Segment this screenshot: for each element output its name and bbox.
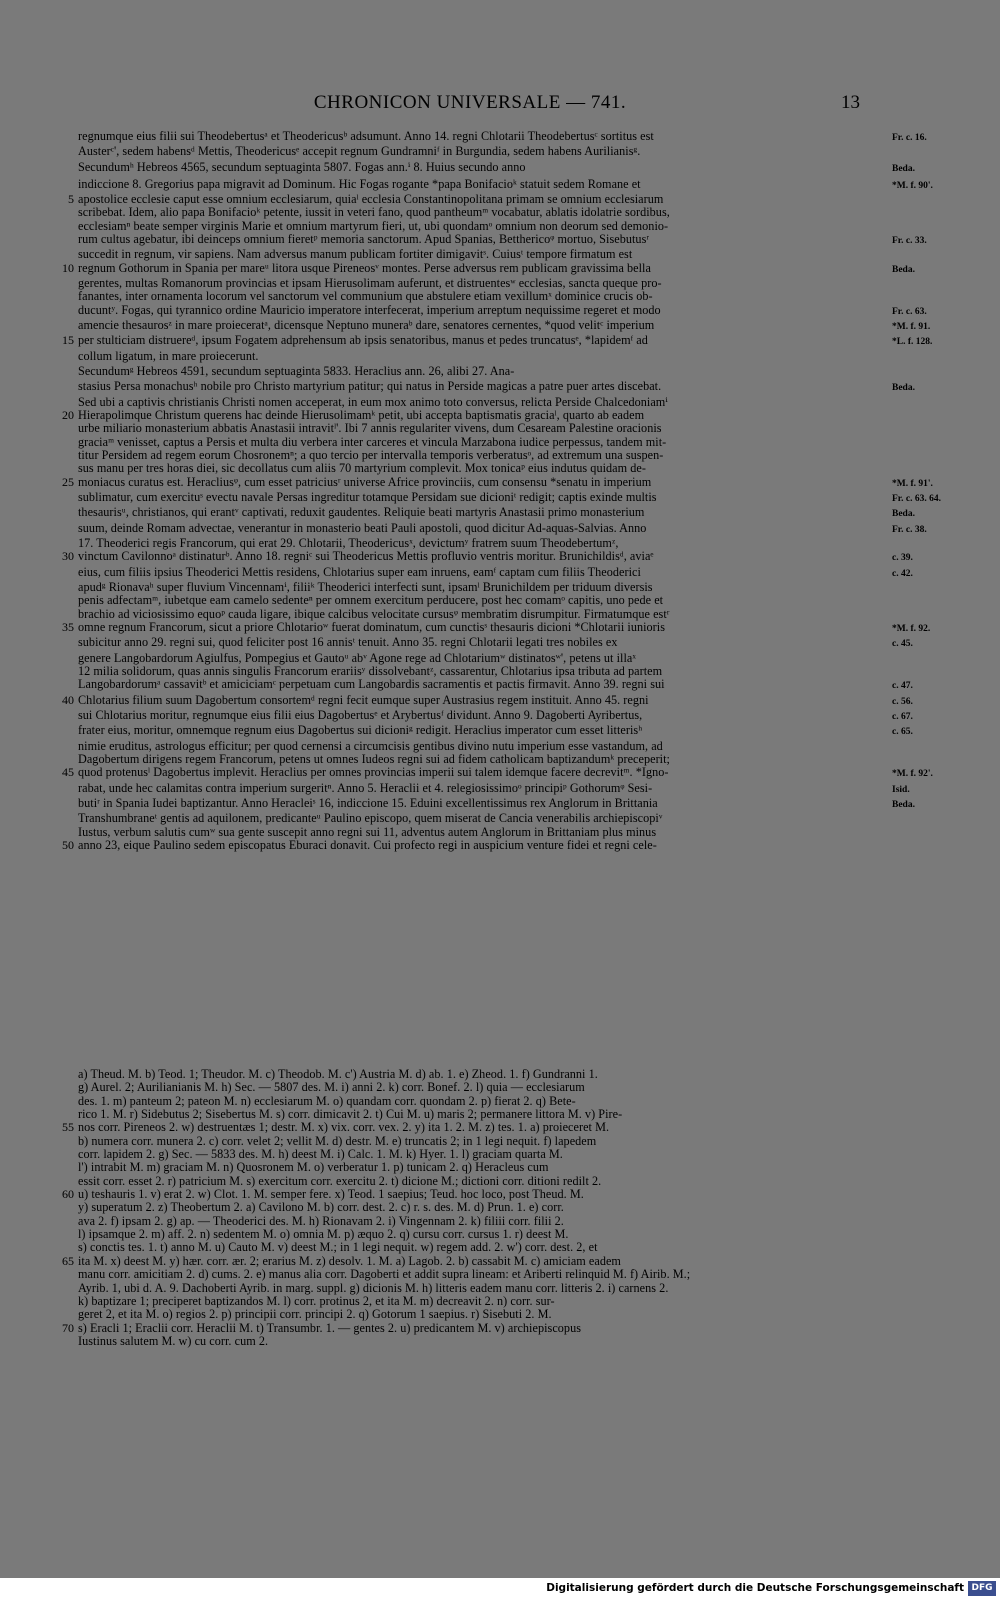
line-text: anno 23, eique Paulino sedem episcopatus Eburaci donavit. Cui profecto regi in auspicium venture fidei et regni cele- <box>78 839 657 853</box>
apparatus-line <box>20 1175 980 1188</box>
line-text: genere Langobardorum Agiulfus, Pompegius et Gautoᵘ abᵛ Agone rege ad Chlotariumʷ distinatosʷ', petens ut illaˣ <box>78 651 636 665</box>
text-line <box>20 206 980 219</box>
apparatus-line <box>20 1121 980 1134</box>
apparatus-line <box>20 1255 980 1268</box>
text-line <box>20 678 980 693</box>
text-line <box>20 636 980 651</box>
line-text: butiʳ in Spania Iudei baptizantur. Anno Heracleiˢ 16, indiccione 15. Eduini excellentissimus rex Anglorum in Brittania <box>78 797 658 811</box>
line-text: Chlotarius filium suum Dagobertum consortemᵈ regni fecit eumque super Austrasius regem instituit. Anno 45. regni <box>78 693 649 707</box>
line-text: Iustinus salutem M. w) cu corr. cum 2. <box>78 1334 269 1348</box>
line-text: rico 1. M. r) Sidebutus 2; Sisebertus M. s) corr. dimicavit 2. t) Cui M. u) maris 2; permanere littora M. v) Pire- <box>78 1108 623 1122</box>
text-line <box>20 550 980 565</box>
apparatus-line <box>20 1241 980 1254</box>
text-line <box>20 319 980 334</box>
line-text: ita M. x) deest M. y) hær. corr. ær. 2; erarius M. z) desolv. 1. M. a) Lagob. 2. b) cassabit M. c) amiciam eadem <box>78 1254 621 1268</box>
line-number: 35 <box>62 620 74 634</box>
line-text: sublimatur, cum exercituˢ evectu navale Persas ingreditur totamque Persidam sue dicioniᵗ redigit; captis exinde multis <box>78 490 657 504</box>
margin-note: c. 56. <box>892 696 913 707</box>
apparatus-line <box>20 1068 980 1081</box>
margin-note: c. 42. <box>892 568 913 579</box>
line-text: g) Aurel. 2; Aurilianianis M. h) Sec. — 5807 des. M. i) anni 2. k) corr. Bonef. 2. l) quia — ecclesiarum <box>78 1081 585 1095</box>
text-line <box>20 422 980 435</box>
text-line <box>20 304 980 319</box>
text-line <box>20 766 980 781</box>
margin-note: Beda. <box>892 163 915 174</box>
margin-note: c. 39. <box>892 553 913 564</box>
critical-apparatus <box>20 1068 980 1348</box>
footer-credit: Digitalisierung gefördert durch die Deutsche Forschungsgemeinschaft <box>546 1582 964 1594</box>
text-line <box>20 566 980 581</box>
line-text: frater eius, moritur, omnemque regnum eius Dagobertus sui dicioniᵍ redigit. Heraclius imperator cum esset litterisʰ <box>78 724 643 738</box>
text-line <box>20 581 980 594</box>
text-line <box>20 145 980 158</box>
apparatus-line <box>20 1308 980 1321</box>
line-text: corr. lapidem 2. g) Sec. — 5833 des. M. h) deest M. i) Calc. 1. M. k) Hyer. 1. l) graciam quarta M. <box>78 1148 563 1162</box>
apparatus-line <box>20 1148 980 1161</box>
line-text: regnum Gothorum in Spania per mareᵘ litora usque Pireneosᵛ montes. Perse adversus rem publicam gravissima bella <box>78 261 651 275</box>
line-text: Sed ubi a captivis christianis Christi nomen acceperat, in eum mox animo toto conversus, relicta Perside Chalcedoniamⁱ <box>78 395 668 409</box>
line-number: 60 <box>62 1187 74 1202</box>
line-text: apostolice ecclesie caput esse omnium ecclesiarum, quiaˡ ecclesia Constantinopolitana primam se omnium ecclesiarum <box>78 193 664 207</box>
line-text: geret 2, et ita M. o) regios 2. p) principii corr. principi 2. q) Gotorum 1 saepius. r) Sisebuti 2. M. <box>78 1308 552 1322</box>
line-text: titur Persidem ad regem eorum Chosronemⁿ; a quo tercio per intervalla temporis verberatusᵒ, ad extremum una suspen- <box>78 448 664 462</box>
line-number: 10 <box>62 260 74 275</box>
line-text: Hierapolimque Christum querens hac deinde Hierusolimamᵏ petit, ubi accepta baptismatis graciaˡ, quarto ab eadem <box>78 408 645 422</box>
margin-note: Beda. <box>892 264 915 275</box>
line-text: l) ipsamque 2. m) aff. 2. n) sedentem M. o) omnia M. p) æquo 2. q) cursu corr. cursus 1. r) deest M. <box>78 1228 569 1242</box>
text-line <box>20 724 980 739</box>
line-text: 17. Theoderici regis Francorum, qui erat 29. Chlotarii, Theodericusˣ, devictumʸ fratrem suum Theodebertumᶻ, <box>78 536 619 550</box>
line-text: ecclesiamⁿ beate semper virginis Marie et omnium martyrum fieri, ut, ubi quondamᵒ omnium non deorum sed demonio- <box>78 219 669 233</box>
text-line <box>20 826 980 839</box>
text-line <box>20 380 980 395</box>
line-text: penis adfectamᵐ, iubetque eam camelo sedenteⁿ per omnem exercitum perducere, post hec comamᵒ capitis, uno pede et <box>78 594 664 608</box>
text-line <box>20 652 980 665</box>
line-text: urbe miliario monasterium abbatis Anastasii intravitˡ'. Ibi 7 annis regulariter vivens, dum Cesaream Palestine oracionis <box>78 422 662 436</box>
text-line <box>20 248 980 261</box>
text-line <box>20 476 980 491</box>
line-number: 50 <box>62 838 74 853</box>
apparatus-line <box>20 1215 980 1228</box>
line-text: moniacus curatus est. Heracliusᵠ, cum esset patriciusʳ universe Africe provinciis, cum consensu *senatu in imperium <box>78 475 652 489</box>
margin-note: Fr. c. 16. <box>892 133 927 143</box>
apparatus-line <box>20 1108 980 1121</box>
line-number: 65 <box>62 1253 74 1268</box>
margin-note: c. 47. <box>892 681 913 692</box>
text-line <box>20 130 980 145</box>
line-text: manu corr. amicitiam 2. d) cums. 2. e) manus alia corr. Dagoberti et addit supra lineam: et Ariberti relinquid M. f) Airib. M.; <box>78 1268 691 1282</box>
text-line <box>20 262 980 277</box>
line-number: 25 <box>62 474 74 489</box>
text-line <box>20 277 980 290</box>
text-line <box>20 753 980 766</box>
margin-note: Fr. c. 63. <box>892 306 927 317</box>
line-text: subicitur anno 29. regni sui, quod feliciter post 16 annisᵗ tenuit. Anno 35. regni Chlotarii legati tres nobiles ex <box>78 636 618 650</box>
apparatus-line <box>20 1322 980 1335</box>
text-line <box>20 462 980 475</box>
text-line <box>20 594 980 607</box>
line-number: 55 <box>62 1120 74 1135</box>
text-line <box>20 159 980 178</box>
text-line <box>20 334 980 349</box>
text-line <box>20 193 980 206</box>
text-line <box>20 491 980 506</box>
line-number: 70 <box>62 1320 74 1335</box>
line-text: Ayrib. 1, ubi d. A. 9. Dachoberti Ayrib. in marg. suppl. g) dicionis M. h) litteris eadem manu corr. litteris 2. i) carnens 2. <box>78 1281 669 1295</box>
dfg-logo: DFG <box>968 1581 996 1596</box>
line-text: u) teshauris 1. v) erat 2. w) Clot. 1. M. semper fere. x) Teod. 1 saepius; Teud. hoc loco, post Theud. M. <box>78 1188 584 1202</box>
line-text: Transhumbraneᵗ gentis ad aquilonem, predicanteᵘ Paulino episcopo, quem miserat de Cancia venerabilis archiepiscopiᵛ <box>78 812 663 826</box>
line-text: amencie thesaurosᶻ in mare proieceratᵃ, dicensque Neptuno muneraᵇ dare, senatores cernentes, *quod velitᶜ imperium <box>78 319 655 333</box>
apparatus-line <box>20 1282 980 1295</box>
line-text: essit corr. esset 2. r) patricium M. s) exercitum corr. exercitu 2. t) dicione M.; dictioni corr. ditioni redilt 2. <box>78 1174 602 1188</box>
line-text: rum cultus agebatur, ibi deinceps omnium fieretᵖ memoria sanctorum. Apud Spanias, Betthericoᵠ mortuo, Sisebutusʳ <box>78 233 650 247</box>
apparatus-line <box>20 1201 980 1214</box>
line-text: rabat, unde hec calamitas contra imperium surgeritⁿ. Anno 5. Heraclii et 4. relegiosissimoᵒ principiᵖ Gothorumᵠ Sesi- <box>78 781 653 795</box>
line-number: 20 <box>62 407 74 422</box>
margin-note: *M. f. 92. <box>892 624 931 634</box>
line-text: Dagobertum dirigens regem Francorum, petens ut omnes Iudeos regni sui ad fidem catholicam baptizandumᵏ preceperit; <box>78 753 670 767</box>
margin-note: *L. f. 128. <box>892 337 933 348</box>
apparatus-line <box>20 1081 980 1094</box>
apparatus-line <box>20 1295 980 1308</box>
text-line <box>20 665 980 678</box>
line-text: omne regnum Francorum, sicut a priore Chlotarioʷ fuerat dominatum, cum cunctisˢ thesauris dicioni *Chlotarii iunioris <box>78 621 666 634</box>
margin-note: Fr. c. 38. <box>892 524 927 535</box>
line-text: fanantes, inter ornamenta locorum vel sanctorum vel communium que abstulere etiam vexillumˣ dominice crucis ob- <box>78 290 653 304</box>
line-text: Austerᶜ', sedem habensᵈ Mettis, Theodericusᵉ accepit regnum Gundramniᶠ in Burgundia, sedem habens Aurilianisᵍ. <box>78 145 641 159</box>
line-number: 45 <box>62 765 74 780</box>
line-text: regnumque eius filii sui Theodebertusᵃ et Theodericusᵇ adsumunt. Anno 14. regni Chlotarii Theodebertusᶜ sortitus est <box>78 130 654 143</box>
margin-note: Beda. <box>892 383 915 394</box>
line-text: l') intrabit M. m) graciam M. n) Quosronem M. o) verberatur 1. p) tunicam 2. q) Heracleus cum <box>78 1161 549 1175</box>
line-text: 12 milia solidorum, quas annis singulis Francorum erariisʸ dissolvebantᶻ, cassarentur, Chlotarius ipsa tributa ad partem <box>78 665 663 679</box>
margin-note: Fr. c. 63. 64. <box>892 493 941 504</box>
line-text: Secundumᵍ Hebreos 4591, secundum septuaginta 5833. Heraclius ann. 26, alibi 27. Ana- <box>78 364 515 379</box>
text-line <box>20 233 980 248</box>
line-text: s) conctis tes. 1. t) anno M. u) Cauto M. v) deest M.; in 1 legi nequit. w) regem add. 2. w') corr. dest. 2, et <box>78 1241 598 1255</box>
line-number: 30 <box>62 549 74 564</box>
page-header <box>80 92 860 118</box>
line-number: 15 <box>62 333 74 348</box>
line-text: s) Eracli 1; Eraclii corr. Heraclii M. t) Transumbr. 1. — gentes 2. u) predicantem M. v) archiepiscopus <box>78 1321 582 1335</box>
line-text: apudᵍ Rionavaʰ super fluvium Vincennamⁱ, filiiᵏ Theoderici interfecti sunt, ipsamˡ Brunichildem per triduum diversis <box>78 580 653 594</box>
line-text: vinctum Cavilonnoᵃ distinaturᵇ. Anno 18. regniᶜ sui Theodericus Mettis profluvio ventris moritur. Brunichildisᵈ, aviaᵉ <box>78 550 654 564</box>
text-line <box>20 537 980 550</box>
line-text: ava 2. f) ipsam 2. g) ap. — Theoderici des. M. h) Rionavam 2. i) Vingennam 2. k) filiii corr. filii 2. <box>78 1214 564 1228</box>
margin-note: *M. f. 92'. <box>892 769 933 780</box>
text-line <box>20 409 980 422</box>
text-line <box>20 449 980 462</box>
text-line <box>20 396 980 409</box>
line-text: stasius Persa monachusʰ nobile pro Christo martyrium patitur; qui natus in Perside magicas a patre puer artes discebat. <box>78 380 662 394</box>
line-text: des. 1. m) panteum 2; pateon M. n) ecclesiarum M. o) quandam corr. quondam 2. p) fierat 2. q) Bete- <box>78 1094 576 1108</box>
line-text: Secundumʰ Hebreos 4565, secundum septuaginta 5807. Fogas ann.ⁱ 8. Huius secundo anno <box>78 159 526 174</box>
text-line <box>20 220 980 233</box>
line-text: y) superatum 2. z) Theobertum 2. a) Cavilono M. b) corr. dest. 2. c) r. s. des. M. d) Prun. 1. e) corr. <box>78 1201 564 1215</box>
text-line <box>20 839 980 852</box>
text-line <box>20 178 980 193</box>
line-text: Iustus, verbum salutis cumʷ sua gente suscepit anno regni sui 11, adventus autem Anglorum in Brittaniam plus minus <box>78 825 657 839</box>
text-line <box>20 621 980 636</box>
line-text: quod protenusˡ Dagobertus implevit. Heraclius per omnes provincias imperii sui talem idemque facere decrevitᵐ. *Igno- <box>78 766 669 780</box>
line-text: sui Chlotarius moritur, regnumque eius filii eius Dagobertusᵉ et Arybertusᶠ dividunt. Anno 9. Dagoberti Ayribertus, <box>78 709 643 723</box>
margin-note: Beda. <box>892 800 915 811</box>
line-text: Langobardorumᵃ cassavitᵇ et amiciciamᶜ perpetuam cum Langobardis sacramentis et pactis firmavit. Anno 39. regni sui <box>78 678 665 692</box>
line-text: gerentes, multas Romanorum provincias et ipsam Hierusolimam auferunt, et distruentesʷ ecclesias, sancta queque pro- <box>78 277 662 291</box>
line-text: thesaurisᵘ, christianos, qui erantᵛ captivati, reduxit gaudentes. Reliquie beati martyris Anastasii primo monasterium <box>78 506 645 520</box>
apparatus-line <box>20 1095 980 1108</box>
text-line <box>20 350 980 363</box>
text-line <box>20 782 980 797</box>
main-text <box>20 130 980 853</box>
apparatus-line <box>20 1335 980 1348</box>
footer-bar <box>0 1578 1000 1600</box>
line-text: nos corr. Pireneos 2. w) destruentæs 1; destr. M. x) vix. corr. vex. 2. y) ita 1. 2. M. z) tes. 1. a) proieceret M. <box>78 1121 610 1135</box>
margin-note: *M. f. 90'. <box>892 180 933 191</box>
running-title: CHRONICON UNIVERSALE — 741. <box>313 92 627 113</box>
line-text: b) numera corr. munera 2. c) corr. velet 2; vellit M. d) destr. M. e) truncatis 2; in 1 legi nequit. f) lapedem <box>78 1134 597 1148</box>
margin-note: c. 65. <box>892 727 913 738</box>
margin-note: *M. f. 91. <box>892 322 931 333</box>
margin-note: Isid. <box>892 784 910 795</box>
text-line <box>20 709 980 724</box>
margin-note: c. 67. <box>892 712 913 723</box>
line-text: per stulticiam distruereᵈ, ipsum Fogatem adprehensum ab ipsis senatoribus, manus et pedes truncatusᵉ, *lapidemᶠ ad <box>78 334 648 348</box>
text-line <box>20 290 980 303</box>
line-text: sus manu per tres horas diei, sic decollatus cum aliis 70 martyrium complevit. Mox tonicaᵖ eius indutus quidam de- <box>78 462 646 476</box>
line-text: graciaᵐ venisset, captus a Persis et multa diu verbera inter carceres et vincula Marzabona iudice perpessus, tandem mit- <box>78 435 667 449</box>
line-text: succedit in regnum, vir sapiens. Nam adversus manum publicam fortiter dimigavitˢ. Cuiusᵗ tempore firmatum est <box>78 248 633 262</box>
apparatus-line <box>20 1135 980 1148</box>
line-text: indiccione 8. Gregorius papa migravit ad Dominum. Hic Fogas rogante *papa Bonifacioᵏ statuit sedem Romane et <box>78 177 641 191</box>
text-line <box>20 522 980 537</box>
text-line <box>20 363 980 380</box>
text-line <box>20 812 980 825</box>
line-text: brachio ad viciosissimo equoᵖ cauda ligare, ibique calcibus velocitate cursusᵠ membratim disrumpitur. Firmatumque estʳ <box>78 607 670 621</box>
line-number: 40 <box>62 692 74 707</box>
apparatus-line <box>20 1188 980 1201</box>
margin-note: c. 45. <box>892 639 913 650</box>
apparatus-line <box>20 1228 980 1241</box>
line-text: a) Theud. M. b) Teod. 1; Theudor. M. c) Theodob. M. c') Austria M. d) ab. 1. e) Zheod. 1. f) Gundranni 1. <box>78 1068 598 1081</box>
apparatus-line <box>20 1268 980 1281</box>
page-number: 13 <box>841 92 860 113</box>
line-text: suum, deinde Romam advectae, venerantur in monasterio beati Pauli apostoli, quod dicitur Ad-aquas-Salvias. Anno <box>78 521 647 535</box>
text-line <box>20 740 980 753</box>
line-text: ducuntʸ. Fogas, qui tyrannico ordine Mauricio imperatore interfecerat, imperium arreptum nequissime regeret et modo <box>78 303 661 317</box>
line-text: collum ligatum, in mare proiecerunt. <box>78 349 259 363</box>
apparatus-line <box>20 1161 980 1174</box>
line-text: nimie eruditus, astrologus efficitur; per quod cernensi a circumcisis gentibus divino nutu imperium esse vastandum, ad <box>78 739 663 753</box>
line-text: eius, cum filiis ipsius Theoderici Mettis residens, Chlotarius super eam inruens, eamᶠ captam cum filiis Theoderici <box>78 565 641 579</box>
text-line <box>20 608 980 621</box>
line-text: scribebat. Idem, alio papa Bonifacioᵏ petente, iussit in veteri fano, quod pantheumᵐ vocabatur, ablatis idolatrie sordibus, <box>78 206 670 220</box>
text-line <box>20 797 980 812</box>
text-line <box>20 694 980 709</box>
text-line <box>20 436 980 449</box>
margin-note: Fr. c. 33. <box>892 236 927 247</box>
margin-note: Beda. <box>892 509 915 520</box>
line-text: k) baptizare 1; preciperet baptizandos M. l) corr. protinus 2, et ita M. m) decreavit 2. n) corr. sur- <box>78 1294 555 1308</box>
text-line <box>20 506 980 521</box>
margin-note: *M. f. 91'. <box>892 478 933 489</box>
line-number: 5 <box>68 192 74 207</box>
